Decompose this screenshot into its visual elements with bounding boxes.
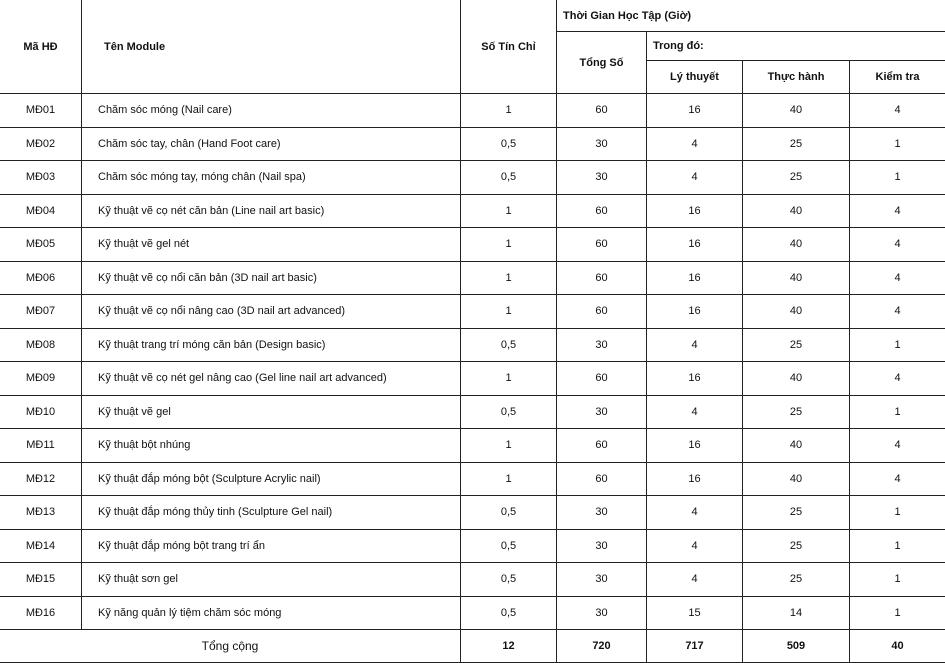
module-code: MĐ13	[0, 496, 82, 530]
module-total-hours: 60	[557, 462, 647, 496]
module-credits: 0,5	[461, 563, 557, 597]
module-name: Kỹ thuật trang trí móng căn bản (Design basic)	[82, 328, 461, 362]
module-code: MĐ01	[0, 94, 82, 128]
module-total-hours: 60	[557, 261, 647, 295]
header-kiem-tra: Kiểm tra	[850, 61, 945, 94]
module-practice-hours: 25	[743, 529, 850, 563]
header-row-1	[0, 0, 945, 32]
module-exam-hours: 4	[850, 194, 945, 228]
module-exam-hours: 4	[850, 261, 945, 295]
module-credits: 1	[461, 362, 557, 396]
module-rows	[0, 94, 945, 630]
total-thuc-hanh: 509	[743, 630, 850, 663]
module-credits: 0,5	[461, 529, 557, 563]
module-total-hours: 30	[557, 563, 647, 597]
table-row	[0, 161, 945, 195]
module-code: MĐ09	[0, 362, 82, 396]
module-name: Kỹ thuật vẽ cọ nét căn bản (Line nail art basic)	[82, 194, 461, 228]
total-kiem-tra: 40	[850, 630, 945, 663]
module-exam-hours: 4	[850, 429, 945, 463]
module-theory-hours: 15	[647, 596, 743, 630]
module-code: MĐ04	[0, 194, 82, 228]
module-exam-hours: 4	[850, 462, 945, 496]
module-total-hours: 30	[557, 496, 647, 530]
table-row	[0, 261, 945, 295]
module-exam-hours: 1	[850, 127, 945, 161]
module-theory-hours: 16	[647, 94, 743, 128]
table-row	[0, 596, 945, 630]
module-total-hours: 60	[557, 94, 647, 128]
module-practice-hours: 25	[743, 127, 850, 161]
module-code: MĐ16	[0, 596, 82, 630]
module-practice-hours: 25	[743, 328, 850, 362]
header-ten-module: Tên Module	[82, 0, 461, 94]
module-name: Chăm sóc móng tay, móng chân (Nail spa)	[82, 161, 461, 195]
module-code: MĐ14	[0, 529, 82, 563]
module-theory-hours: 4	[647, 328, 743, 362]
module-credits: 0,5	[461, 596, 557, 630]
header-ma-hd: Mã HĐ	[0, 0, 82, 94]
table-row	[0, 563, 945, 597]
module-name: Kỹ thuật vẽ cọ nổi nâng cao (3D nail art advanced)	[82, 295, 461, 329]
module-name: Kỹ thuật sơn gel	[82, 563, 461, 597]
module-code: MĐ08	[0, 328, 82, 362]
module-code: MĐ05	[0, 228, 82, 262]
module-exam-hours: 1	[850, 328, 945, 362]
module-practice-hours: 25	[743, 496, 850, 530]
module-theory-hours: 4	[647, 395, 743, 429]
table-row	[0, 328, 945, 362]
module-exam-hours: 1	[850, 529, 945, 563]
module-name: Kỹ thuật vẽ cọ nét gel nâng cao (Gel line nail art advanced)	[82, 362, 461, 396]
module-exam-hours: 4	[850, 228, 945, 262]
module-code: MĐ07	[0, 295, 82, 329]
module-practice-hours: 40	[743, 228, 850, 262]
module-name: Kỹ thuật vẽ gel nét	[82, 228, 461, 262]
module-credits: 1	[461, 94, 557, 128]
module-credits: 1	[461, 462, 557, 496]
module-code: MĐ12	[0, 462, 82, 496]
header-trong-do: Trong đó:	[647, 32, 945, 61]
module-practice-hours: 14	[743, 596, 850, 630]
module-credits: 1	[461, 228, 557, 262]
total-tin-chi: 12	[461, 630, 557, 663]
module-theory-hours: 16	[647, 462, 743, 496]
module-theory-hours: 4	[647, 496, 743, 530]
total-ly-thuyet: 717	[647, 630, 743, 663]
module-exam-hours: 4	[850, 94, 945, 128]
module-credits: 0,5	[461, 496, 557, 530]
module-total-hours: 60	[557, 429, 647, 463]
module-total-hours: 30	[557, 529, 647, 563]
table-row	[0, 127, 945, 161]
module-theory-hours: 4	[647, 161, 743, 195]
table-row	[0, 462, 945, 496]
module-theory-hours: 4	[647, 127, 743, 161]
module-credits: 1	[461, 194, 557, 228]
table-row	[0, 429, 945, 463]
module-total-hours: 30	[557, 596, 647, 630]
module-total-hours: 30	[557, 328, 647, 362]
table-row	[0, 529, 945, 563]
module-name: Kỹ thuật vẽ gel	[82, 395, 461, 429]
module-code: MĐ10	[0, 395, 82, 429]
module-code: MĐ15	[0, 563, 82, 597]
total-row	[0, 630, 945, 663]
module-theory-hours: 4	[647, 529, 743, 563]
total-tong-so: 720	[557, 630, 647, 663]
table-row	[0, 496, 945, 530]
module-code: MĐ11	[0, 429, 82, 463]
module-exam-hours: 1	[850, 161, 945, 195]
module-total-hours: 30	[557, 395, 647, 429]
module-name: Chăm sóc móng (Nail care)	[82, 94, 461, 128]
module-practice-hours: 40	[743, 94, 850, 128]
table-row	[0, 194, 945, 228]
module-exam-hours: 1	[850, 496, 945, 530]
table-row	[0, 228, 945, 262]
module-theory-hours: 16	[647, 429, 743, 463]
module-practice-hours: 40	[743, 295, 850, 329]
module-credits: 0,5	[461, 127, 557, 161]
module-practice-hours: 40	[743, 261, 850, 295]
module-exam-hours: 4	[850, 362, 945, 396]
header-so-tin-chi: Số Tín Chỉ	[461, 0, 557, 94]
module-theory-hours: 16	[647, 261, 743, 295]
module-total-hours: 60	[557, 194, 647, 228]
module-name: Kỹ năng quản lý tiệm chăm sóc móng	[82, 596, 461, 630]
module-total-hours: 30	[557, 127, 647, 161]
module-theory-hours: 16	[647, 362, 743, 396]
module-credits: 1	[461, 261, 557, 295]
header-ly-thuyet: Lý thuyết	[647, 61, 743, 94]
module-name: Kỹ thuật đắp móng thủy tinh (Sculpture Gel nail)	[82, 496, 461, 530]
module-credits: 0,5	[461, 161, 557, 195]
total-label: Tổng cộng	[0, 630, 461, 663]
module-practice-hours: 25	[743, 395, 850, 429]
module-practice-hours: 25	[743, 161, 850, 195]
module-practice-hours: 40	[743, 194, 850, 228]
module-theory-hours: 4	[647, 563, 743, 597]
module-exam-hours: 1	[850, 596, 945, 630]
module-credits: 1	[461, 295, 557, 329]
module-practice-hours: 40	[743, 462, 850, 496]
module-code: MĐ02	[0, 127, 82, 161]
header-thoi-gian: Thời Gian Học Tập (Giờ)	[557, 0, 945, 32]
module-total-hours: 30	[557, 161, 647, 195]
table-row	[0, 295, 945, 329]
module-name: Kỹ thuật bột nhúng	[82, 429, 461, 463]
module-total-hours: 60	[557, 228, 647, 262]
module-code: MĐ06	[0, 261, 82, 295]
module-exam-hours: 1	[850, 563, 945, 597]
module-name: Kỹ thuật đắp móng bột trang trí ẩn	[82, 529, 461, 563]
module-theory-hours: 16	[647, 194, 743, 228]
module-code: MĐ03	[0, 161, 82, 195]
module-credits: 1	[461, 429, 557, 463]
module-practice-hours: 25	[743, 563, 850, 597]
module-exam-hours: 4	[850, 295, 945, 329]
module-theory-hours: 16	[647, 295, 743, 329]
module-theory-hours: 16	[647, 228, 743, 262]
module-name: Kỹ thuật đắp móng bột (Sculpture Acrylic nail)	[82, 462, 461, 496]
module-total-hours: 60	[557, 295, 647, 329]
module-practice-hours: 40	[743, 362, 850, 396]
module-credits: 0,5	[461, 328, 557, 362]
module-practice-hours: 40	[743, 429, 850, 463]
module-name: Chăm sóc tay, chân (Hand Foot care)	[82, 127, 461, 161]
table-row	[0, 94, 945, 128]
table-row	[0, 362, 945, 396]
module-exam-hours: 1	[850, 395, 945, 429]
module-total-hours: 60	[557, 362, 647, 396]
header-tong-so: Tổng Số	[557, 32, 647, 94]
module-name: Kỹ thuật vẽ cọ nổi căn bản (3D nail art basic)	[82, 261, 461, 295]
header-thuc-hanh: Thực hành	[743, 61, 850, 94]
module-credits: 0,5	[461, 395, 557, 429]
table-row	[0, 395, 945, 429]
